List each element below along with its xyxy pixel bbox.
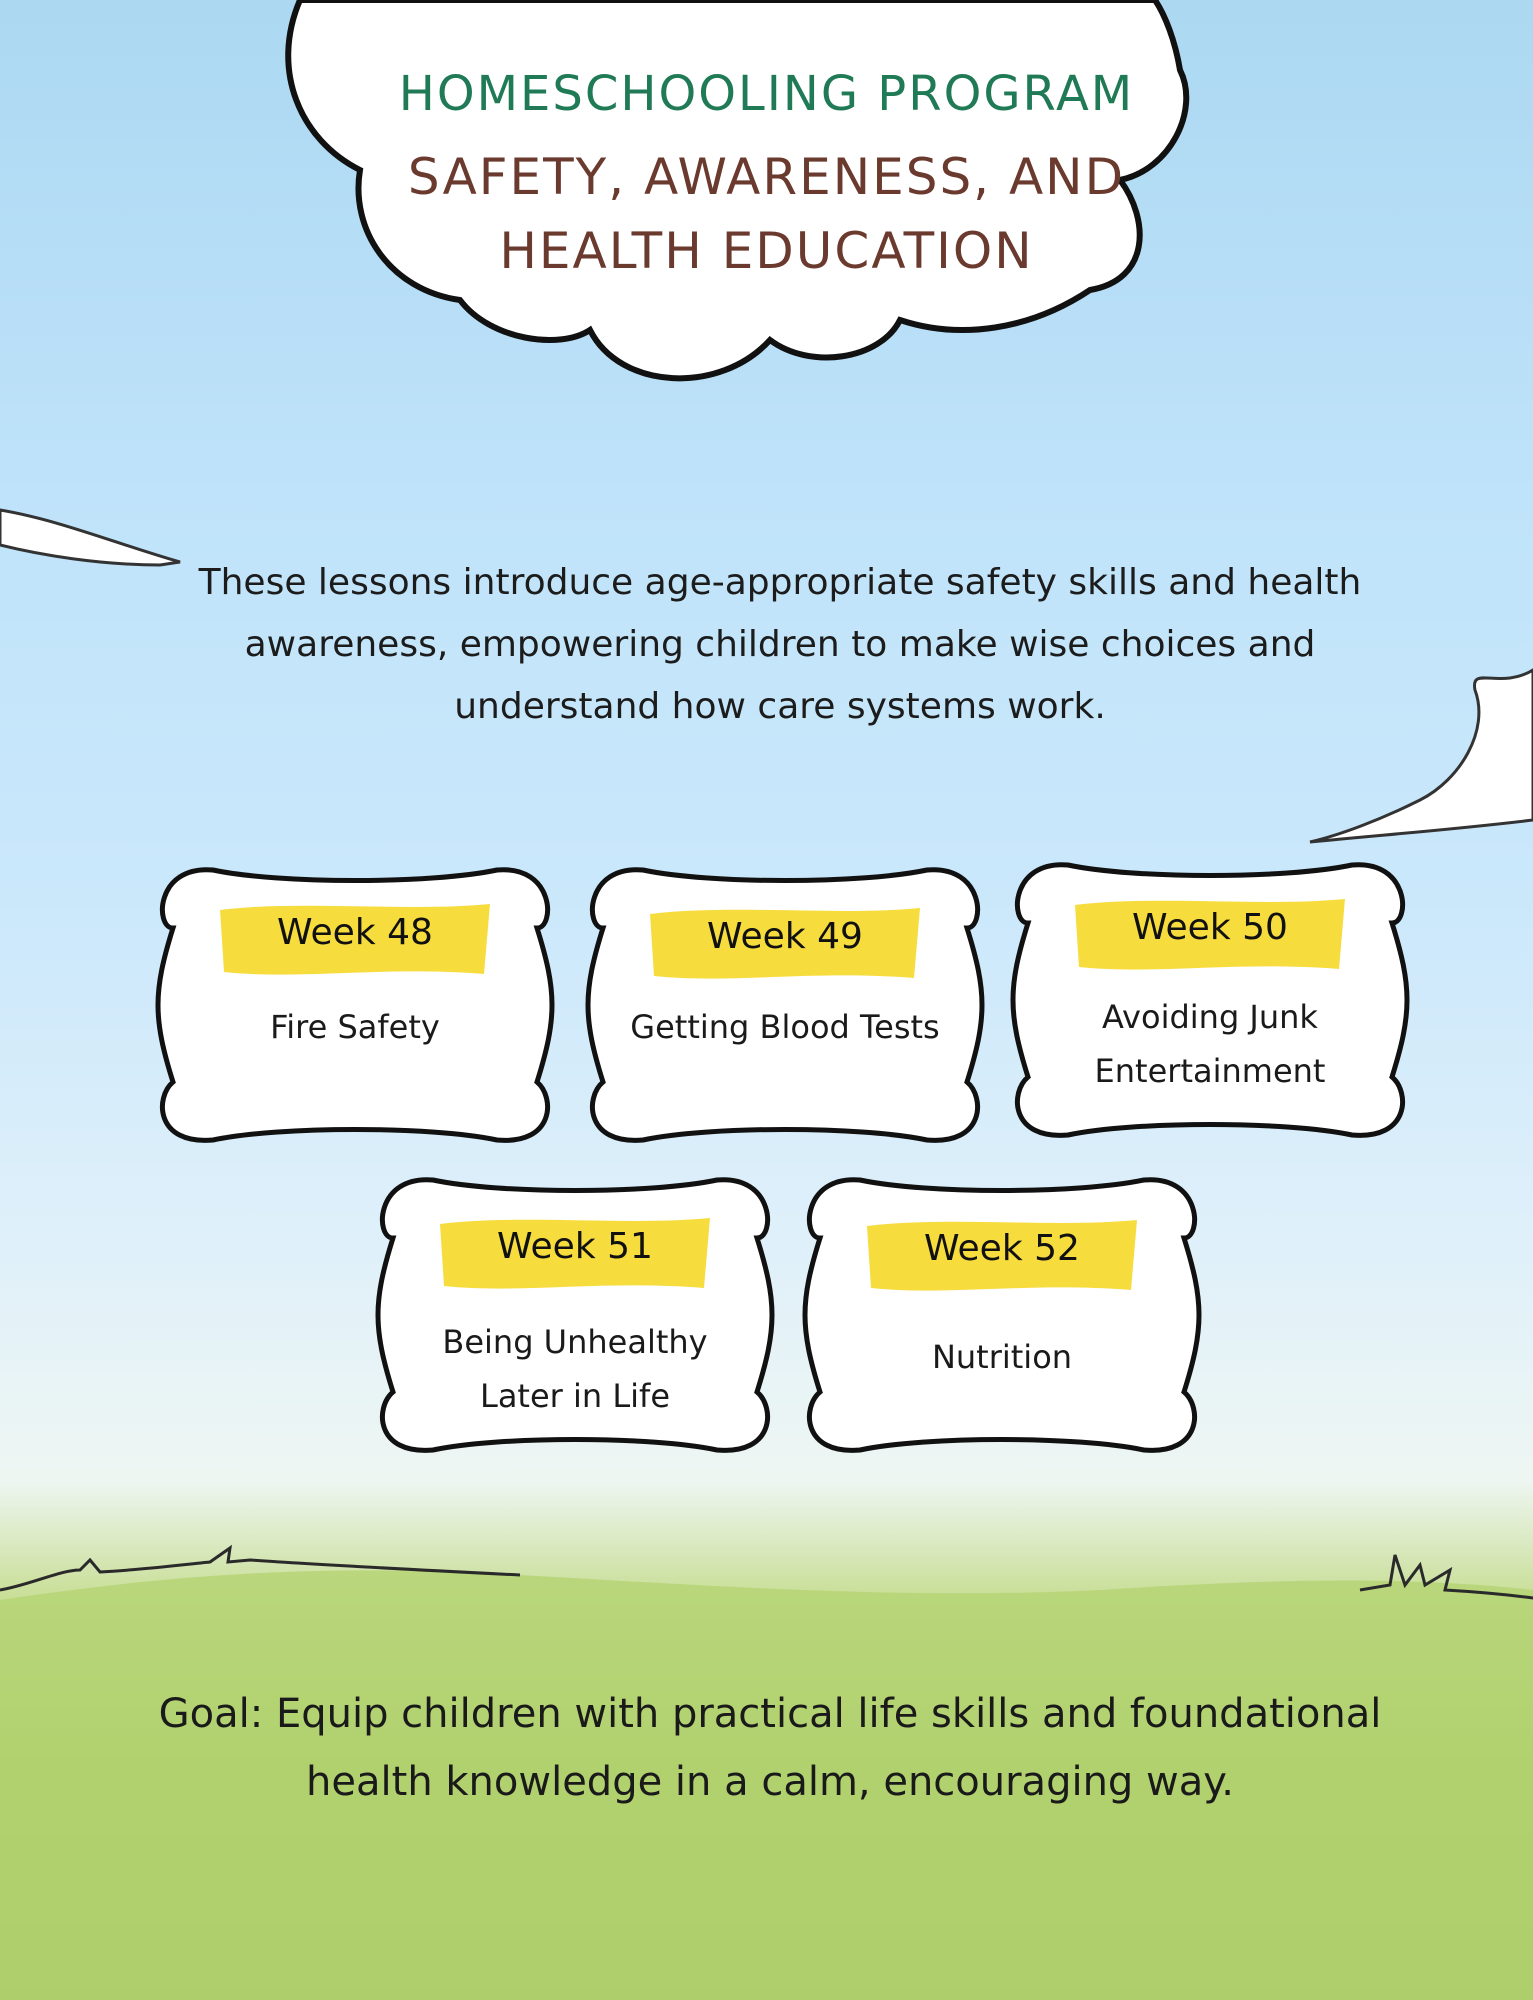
subtitle-line-2: HEALTH EDUCATION <box>499 222 1034 280</box>
program-title: HOMESCHOOLING PROGRAM <box>398 66 1135 122</box>
week-topic: Nutrition <box>931 1338 1073 1376</box>
week-topic: Getting Blood Tests <box>630 1008 940 1046</box>
week-card <box>812 1180 1192 1450</box>
week-card <box>595 870 975 1140</box>
cloud-left <box>0 510 180 565</box>
goal-statement: Goal: Equip children with practical life skills and foundational health knowledge in a calm, encouraging way. <box>158 1691 1382 1805</box>
week-label: Week 52 <box>924 1228 1080 1269</box>
week-topic: Being Unhealthy Later in Life <box>442 1323 708 1415</box>
week-label: Week 50 <box>1132 907 1288 948</box>
week-topic: Fire Safety <box>270 1008 440 1046</box>
week-label: Week 51 <box>497 1226 653 1267</box>
subtitle-line-1: SAFETY, AWARENESS, AND <box>407 148 1126 206</box>
week-card <box>1020 865 1400 1135</box>
week-label: Week 49 <box>707 916 863 957</box>
week-card <box>165 870 545 1140</box>
week-label: Week 48 <box>277 912 433 953</box>
week-topic: Avoiding Junk Entertainment <box>1094 998 1326 1090</box>
week-card <box>385 1180 765 1450</box>
intro-paragraph: These lessons introduce age-appropriate safety skills and health awareness, empowering children to make wise choices and understand how care systems work. <box>198 562 1362 727</box>
